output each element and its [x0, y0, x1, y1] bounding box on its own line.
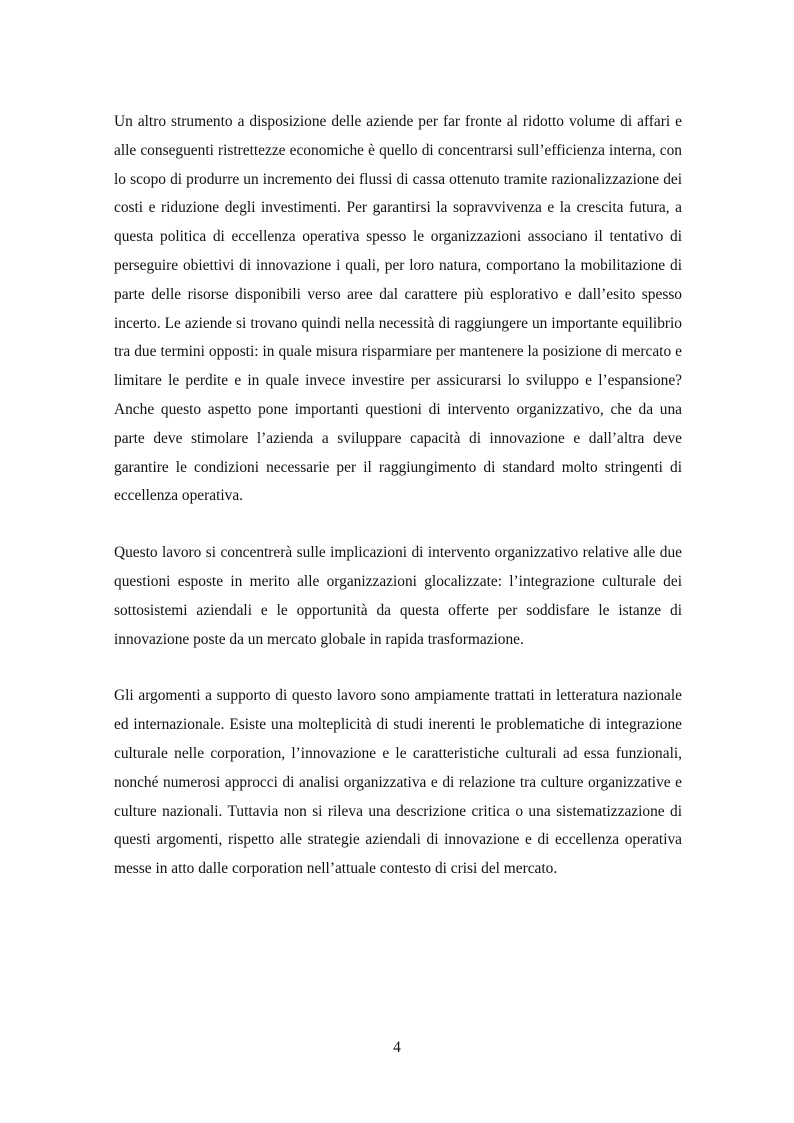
paragraph-literature-review: Gli argomenti a supporto di questo lavoro sono ampiamente trattati in letteratura nazionale ed internazionale. Esiste una molteplicità di studi inerenti le problematiche di integrazione culturale nelle corporation, l’innovazione e le caratteristiche culturali ad essa funzionali, nonché numerosi approcci di analisi organizzativa e di relazione tra culture organizzative e culture nazionali. Tuttavia non si rileva una descrizione critica o una sistematizzazione di questi argomenti, rispetto alle strategie aziendali di innovazione e di eccellenza operativa messe in atto dalle corporation nell’attuale contesto di crisi del mercato. [114, 687, 682, 878]
body-text [114, 108, 682, 884]
paragraph-work-focus: Questo lavoro si concentrerà sulle implicazioni di intervento organizzativo relative alle due questioni esposte in merito alle organizzazioni glocalizzate: l’integrazione culturale dei sottosistemi aziendali e le opportunità da questa offerte per soddisfare le istanze di innovazione poste da un mercato globale in rapida trasformazione. [114, 544, 682, 648]
paragraph-efficiency-innovation: Un altro strumento a disposizione delle aziende per far fronte al ridotto volume di affari e alle conseguenti ristrettezze economiche è quello di concentrarsi sull’efficienza interna, con lo scopo di produrre un incremento dei flussi di cassa ottenuto tramite razionalizzazione dei costi e riduzione degli investimenti. Per garantirsi la sopravvivenza e la crescita futura, a questa politica di eccellenza operativa spesso le organizzazioni associano il tentativo di perseguire obiettivi di innovazione i quali, per loro natura, comportano la mobilitazione di parte delle risorse disponibili verso aree dal carattere più esplorativo e dall’esito spesso incerto. Le aziende si trovano quindi nella necessità di raggiungere un importante equilibrio tra due termini opposti: in quale misura risparmiare per mantenere la posizione di mercato e limitare le perdite e in quale invece investire per assicurarsi lo sviluppo e l’espansione? Anche questo aspetto pone importanti questioni di intervento organizzativo, che da una parte deve stimolare l’azienda a sviluppare capacità di innovazione e dall’altra deve garantire le condizioni necessarie per il raggiungimento di standard molto stringenti di eccellenza operativa. [114, 113, 682, 505]
page-number: 4 [393, 1039, 401, 1056]
